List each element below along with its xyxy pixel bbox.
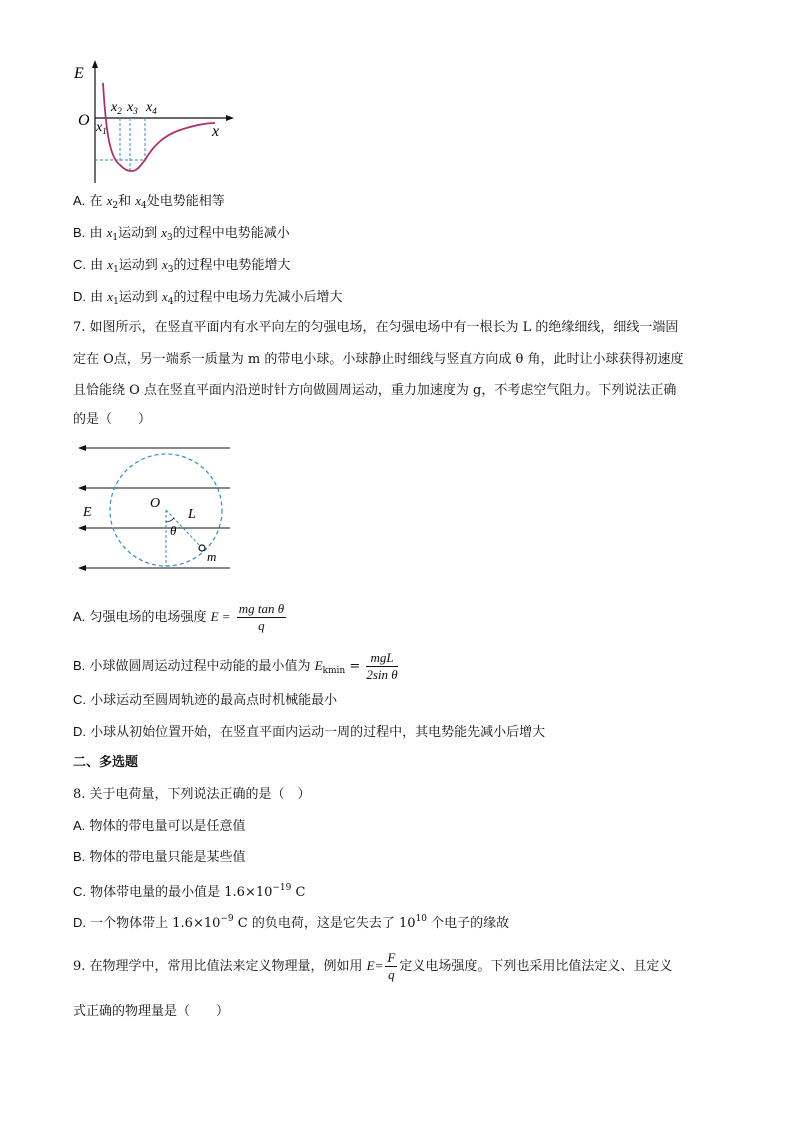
q9-text-post: 定义电场强度。下列也采用比值法定义、且定义: [399, 959, 673, 974]
q8-option-b[interactable]: [73, 847, 245, 868]
var: x: [161, 257, 168, 272]
q9-stem-line-1: [73, 946, 672, 987]
option-text-pre: 在: [89, 194, 107, 209]
charged-ball: [199, 545, 205, 551]
option-text-post: 的过程中电势能减小: [172, 226, 290, 241]
denominator: q: [258, 618, 265, 633]
var: x: [106, 193, 113, 208]
q7-stem-line-3: 且恰能绕 O 点在竖直平面内沿逆时针方向做圆周运动，重力加速度为 g，不考虑空气阻力。下列说法正确: [73, 383, 677, 398]
x-axis-label: x: [212, 123, 220, 140]
field-label: E: [83, 505, 92, 520]
q6-option-d[interactable]: [73, 287, 342, 312]
option-letter: A.: [73, 609, 86, 624]
option-text: 匀强电场的电场强度: [89, 610, 211, 625]
origin-label: O: [78, 112, 90, 129]
fraction: [237, 601, 286, 634]
x2-label: $x_2$: [111, 100, 122, 116]
option-letter: B.: [73, 849, 86, 864]
var: x: [106, 225, 113, 240]
q7-option-c[interactable]: [73, 690, 337, 711]
q7-option-d[interactable]: [73, 722, 545, 743]
option-text-post: 处电势能相等: [146, 194, 225, 209]
x1-label: $x_1$: [96, 120, 107, 136]
option-text: 物体的带电量可以是任意值: [89, 819, 246, 834]
x3-label: $x_3$: [127, 100, 138, 116]
var: x: [161, 225, 168, 240]
option-letter: D.: [73, 915, 86, 930]
mass-label: m: [207, 549, 217, 564]
denominator: 2sin θ: [366, 667, 398, 682]
energy-curve: [103, 83, 215, 171]
length-label: L: [188, 507, 196, 522]
option-text-pre: 由: [90, 290, 108, 305]
option-letter: C.: [73, 257, 86, 272]
option-letter: C.: [73, 692, 86, 707]
q7-option-a[interactable]: [73, 597, 288, 638]
var-sub: 1: [112, 233, 119, 243]
q8-option-c[interactable]: [73, 878, 305, 903]
option-text: 一个物体带上 1.6×10: [90, 916, 221, 931]
option-letter: A.: [73, 818, 86, 833]
formula-lhs: E =: [210, 609, 231, 624]
var-sub: 4: [167, 297, 174, 307]
electric-field-circle-diagram: [70, 440, 240, 580]
var-sub: 1: [113, 265, 119, 275]
formula-lhs-sub: kmin: [322, 666, 346, 676]
q8-option-d[interactable]: [73, 909, 509, 934]
y-axis-arrow: [92, 60, 98, 68]
option-text: 小球运动至圆周轨迹的最高点时机械能最小: [90, 693, 338, 708]
option-text-mid: 和: [118, 194, 136, 209]
var: x: [161, 289, 168, 304]
option-text-post: 的过程中电势能增大: [173, 258, 291, 273]
q9-stem-line-2: 式正确的物理量是（ ）: [73, 1004, 230, 1019]
exponent: −19: [272, 883, 292, 893]
x4-label: $x_4$: [146, 100, 157, 116]
option-text-mid: C 的负电荷，这是它失去了 10: [233, 916, 416, 931]
numerator: F: [387, 950, 396, 965]
var: x: [135, 193, 142, 208]
formula-lhs: E: [314, 658, 323, 673]
option-text: 小球做圆周运动过程中动能的最小值为: [89, 659, 315, 674]
option-text: 物体带电量的最小值是 1.6×10: [90, 885, 273, 900]
option-letter: D.: [73, 289, 86, 304]
var: x: [107, 257, 114, 272]
angle-label: θ: [170, 523, 177, 538]
theta-arc: [166, 518, 174, 522]
denominator: q: [388, 967, 395, 982]
exponent: 10: [415, 914, 428, 924]
var-sub: 3: [167, 233, 173, 243]
option-text: 小球从初始位置开始，在竖直平面内运动一周的过程中，其电势能先减小后增大: [90, 725, 546, 740]
var: x: [107, 289, 114, 304]
q8-option-a[interactable]: [73, 816, 245, 837]
exponent: −9: [220, 914, 234, 924]
option-text-pre: 由: [90, 258, 108, 273]
q6-option-c[interactable]: [73, 255, 290, 280]
option-letter: D.: [73, 724, 86, 739]
fraction: [385, 950, 397, 983]
var-sub: 2: [112, 201, 119, 211]
y-axis-label: E: [74, 65, 84, 82]
q7-stem-line-2: 定在 O点，另一端系一质量为 m 的带电小球。小球静止时细线与竖直方向成 θ 角，此时让小球获得初速度: [73, 352, 684, 367]
option-text-post: 个电子的缘故: [427, 916, 510, 931]
option-text-post: C: [291, 885, 306, 900]
option-text-mid: 运动到: [118, 226, 162, 241]
option-letter: C.: [73, 884, 86, 899]
q7-stem-line-4: 的是（ ）: [73, 412, 152, 427]
option-text: 物体的带电量只能是某些值: [89, 850, 246, 865]
option-letter: A.: [73, 193, 86, 208]
center-label: O: [150, 496, 161, 511]
q6-option-b[interactable]: [73, 223, 290, 248]
option-text-post: 的过程中电场力先减小后增大: [173, 290, 343, 305]
x-axis-arrow: [226, 115, 234, 121]
var-sub: 1: [113, 297, 119, 307]
equals-sign: =: [345, 659, 361, 674]
numerator: mgL: [366, 650, 397, 667]
numerator: mg tan θ: [238, 601, 285, 616]
q6-option-a[interactable]: [73, 191, 225, 216]
q7-stem-line-1: 7. 如图所示，在竖直平面内有水平向左的匀强电场，在匀强电场中有一根长为 L 的绝缘细线，细线一端固: [73, 320, 679, 335]
section-heading: 二、多选题: [73, 755, 139, 770]
energy-position-graph: [70, 58, 240, 188]
option-letter: B.: [73, 658, 86, 673]
option-text-mid: 运动到: [118, 290, 162, 305]
option-text-mid: 运动到: [118, 258, 162, 273]
q7-option-b[interactable]: [73, 646, 400, 691]
var-sub: 4: [141, 201, 147, 211]
formula-lhs: E=: [366, 958, 384, 973]
q9-text-pre: 9. 在物理学中，常用比值法来定义物理量，例如用: [73, 959, 367, 974]
option-letter: B.: [73, 225, 86, 240]
option-text-pre: 由: [89, 226, 107, 241]
var-sub: 3: [167, 265, 174, 275]
fraction: [366, 650, 397, 683]
q8-stem: 8. 关于电荷量，下列说法正确的是（ ）: [73, 787, 311, 802]
